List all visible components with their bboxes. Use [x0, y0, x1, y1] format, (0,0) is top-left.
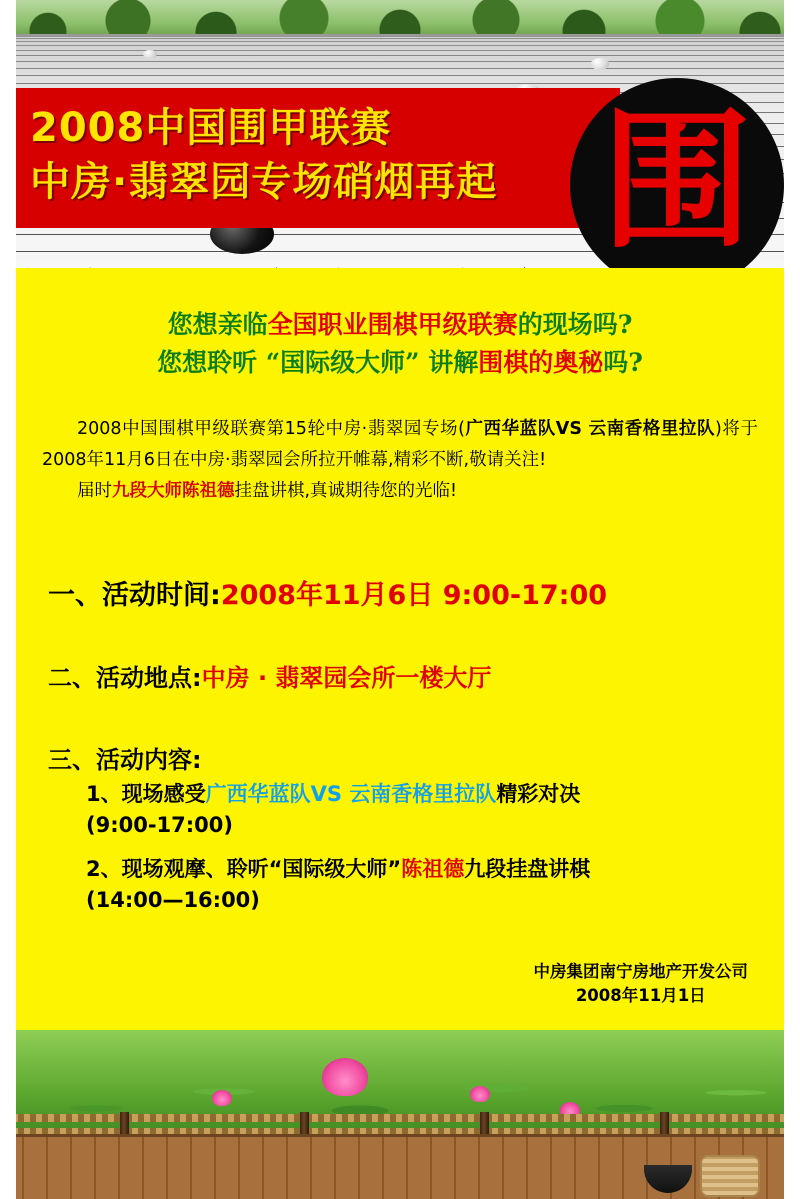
signature-block	[534, 960, 749, 1008]
question1-part1: 您想亲临	[167, 310, 268, 339]
info-item-location	[48, 658, 491, 693]
sub1-teams: 广西华蓝队VS 云南香格里拉队	[205, 782, 497, 806]
question1-highlight: 全国职业围棋甲级联赛	[267, 310, 518, 339]
question1-part2: 的现场吗?	[517, 310, 633, 339]
item1-label: 一、活动时间:	[48, 580, 221, 611]
title-band	[0, 88, 620, 228]
main-body	[0, 268, 800, 1030]
info-item-time	[48, 573, 607, 612]
paragraph2-master: 九段大师陈祖德	[112, 481, 235, 501]
question2-part1: 您想聆听 “国际级大师” 讲解	[157, 348, 479, 377]
poster-title-line1: 2008中国围甲联赛	[30, 105, 392, 151]
info-item-content	[48, 740, 202, 775]
signature-org: 中房集团南宁房地产开发公司	[533, 962, 748, 981]
content-sub-2-time: (14:00—16:00)	[86, 888, 260, 912]
question2-highlight: 围棋的奥秘	[478, 348, 604, 377]
bamboo-basket	[700, 1155, 760, 1197]
content-sub-2	[86, 853, 590, 883]
paragraph1-c: )将于2008年11月6日在中房·翡翠园会所拉开帷幕,精彩不断,敬请关注!	[42, 419, 758, 470]
lotus-flower-small-1	[212, 1090, 232, 1106]
header-scene	[0, 0, 800, 268]
right-margin	[784, 0, 800, 1199]
paragraph1-teams: 广西华蓝队VS 云南香格里拉队	[464, 419, 716, 439]
paragraph1-a: 2008中国围棋甲级联赛第15轮中房·翡翠园专场(	[77, 419, 465, 439]
sub1-prefix: 1、现场感受	[86, 782, 206, 806]
question-line-1	[0, 306, 800, 344]
signature-date: 2008年11月1日	[575, 986, 706, 1005]
question-block	[0, 306, 800, 382]
lotus-flower-main	[322, 1058, 368, 1096]
sub2-master: 陈祖德	[401, 857, 465, 881]
question-line-2	[0, 344, 800, 382]
lotus-flower-small-2	[470, 1086, 490, 1102]
go-seal-badge	[570, 78, 784, 268]
paragraph-1	[42, 414, 758, 476]
intro-paragraphs	[42, 414, 758, 507]
paragraph2-c: 挂盘讲棋,真诚期待您的光临!	[234, 481, 458, 501]
footer-scene	[0, 1030, 800, 1199]
item2-label: 二、活动地点:	[48, 664, 202, 692]
question2-part2: 吗?	[603, 348, 643, 377]
content-sub-1	[86, 778, 580, 808]
paragraph-2	[42, 476, 758, 507]
item1-value: 2008年11月6日 9:00-17:00	[220, 580, 608, 611]
sub2-suffix: 九段挂盘讲棋	[464, 857, 591, 881]
item2-value: 中房 · 翡翠园会所一楼大厅	[201, 664, 492, 692]
sub1-suffix: 精彩对决	[496, 782, 581, 806]
go-stone-white	[591, 58, 609, 69]
left-margin	[0, 0, 16, 1199]
poster-title-line2: 中房·翡翠园专场硝烟再起	[30, 159, 498, 205]
seal-character: 围	[601, 93, 752, 268]
content-sub-1-time: (9:00-17:00)	[86, 813, 233, 837]
go-stone-white	[143, 50, 157, 59]
sub2-prefix: 2、现场观摩、聆听“国际级大师”	[86, 857, 402, 881]
item3-label: 三、活动内容:	[48, 746, 202, 774]
paragraph2-a: 届时	[77, 481, 112, 501]
